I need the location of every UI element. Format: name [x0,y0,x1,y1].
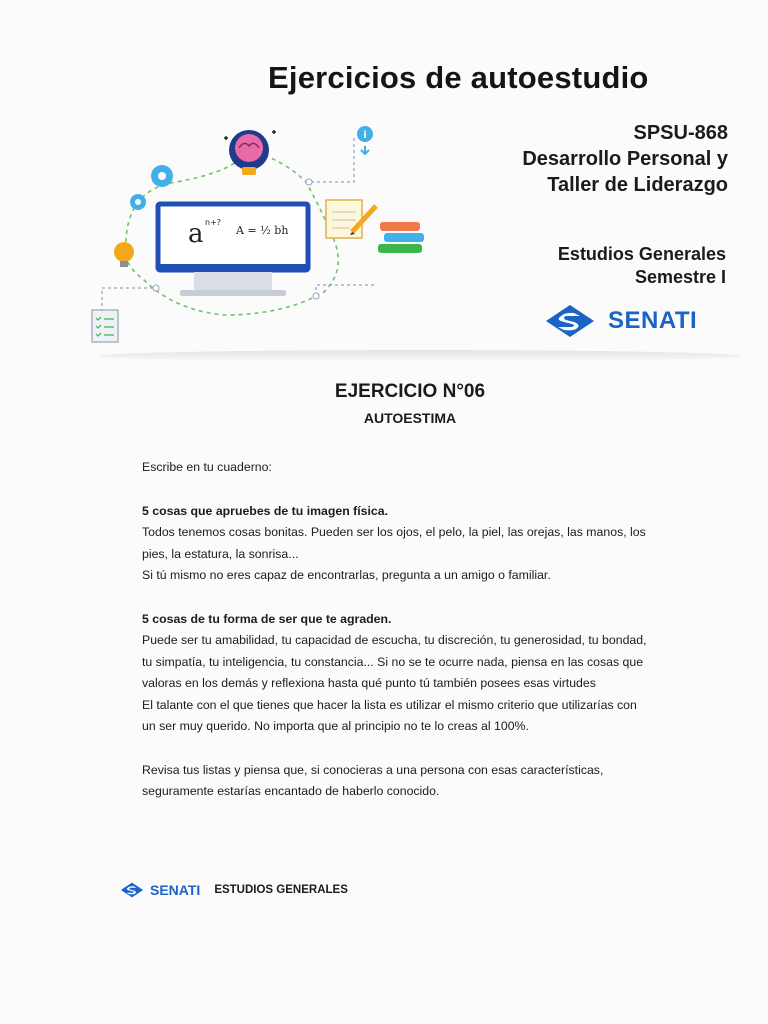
section2-heading: 5 cosas de tu forma de ser que te agraden. [142,611,392,626]
footer-label: ESTUDIOS GENERALES [214,884,348,896]
svg-text:i: i [363,130,367,141]
info-pin-icon [357,126,373,154]
brain-bulb-icon [224,130,276,175]
footer [120,881,348,899]
section2-line3: valoras en los demás y reflexiona hasta qué punto tú también posees esas virtudes [142,676,596,690]
semester: Semestre I [634,267,726,287]
study-illustration [84,120,444,350]
section2-line1: Puede ser tu amabilidad, tu capacidad de escucha, tu discreción, tu generosidad, tu bondad, [142,633,647,647]
section1-line2: pies, la estatura, la sonrisa... [142,546,299,561]
section1-heading: 5 cosas que apruebes de tu imagen física. [142,503,389,518]
formula-left: a [188,219,204,249]
section2-line2: tu simpatía, tu inteligencia, tu constancia... Si no se te ocurre nada, piensa en las cosas que [142,654,644,669]
page-title: Ejercicios de autoestudio [268,60,649,95]
section2-line5: un ser muy querido. No importa que al principio no te lo creas al 100%. [142,719,529,733]
notepad-icon [326,200,376,238]
program-info [558,243,726,289]
closing-line1: Revisa tus listas y piensa que, si conocieras a una persona con esas características, [142,762,604,777]
exercise-body [142,457,702,803]
senati-wordmark: SENATI [608,307,698,334]
course-name-line1: Desarrollo Personal y [522,148,728,170]
header-divider [100,350,740,362]
senati-emblem-small-icon [120,881,144,899]
course-name-line2: Taller de Liderazgo [547,174,728,196]
books-icon [378,222,424,253]
section2-line4: El talante con el que tienes que hacer la lista es utilizar el mismo criterio que utilizarías con [142,697,637,712]
checklist-icon [92,310,118,342]
light-bulb-icon [114,242,134,267]
formula-exponent: n+? [205,218,222,227]
footer-brand: SENATI [150,882,201,898]
intro-text: Escribe en tu cuaderno: [142,460,272,474]
course-info [522,120,728,198]
exercise-subtitle: AUTOESTIMA [363,410,457,426]
section1-line1: Todos tenemos cosas bonitas. Pueden ser los ojos, el pelo, la piel, las orejas, las manos, los [142,525,646,539]
senati-logo [544,302,734,340]
course-code: SPSU-868 [633,122,728,144]
monitor-icon [158,204,308,270]
program-name: Estudios Generales [557,244,726,264]
closing-line2: seguramente estarías encantado de haberlo conocido. [142,784,440,798]
senati-emblem-icon [544,303,596,339]
exercise-title: EJERCICIO N°06 [334,381,486,402]
formula-right: A = ½ bh [236,224,289,237]
section1-line3: Si tú mismo no eres capaz de encontrarlas, pregunta a un amigo o familiar. [142,568,551,582]
